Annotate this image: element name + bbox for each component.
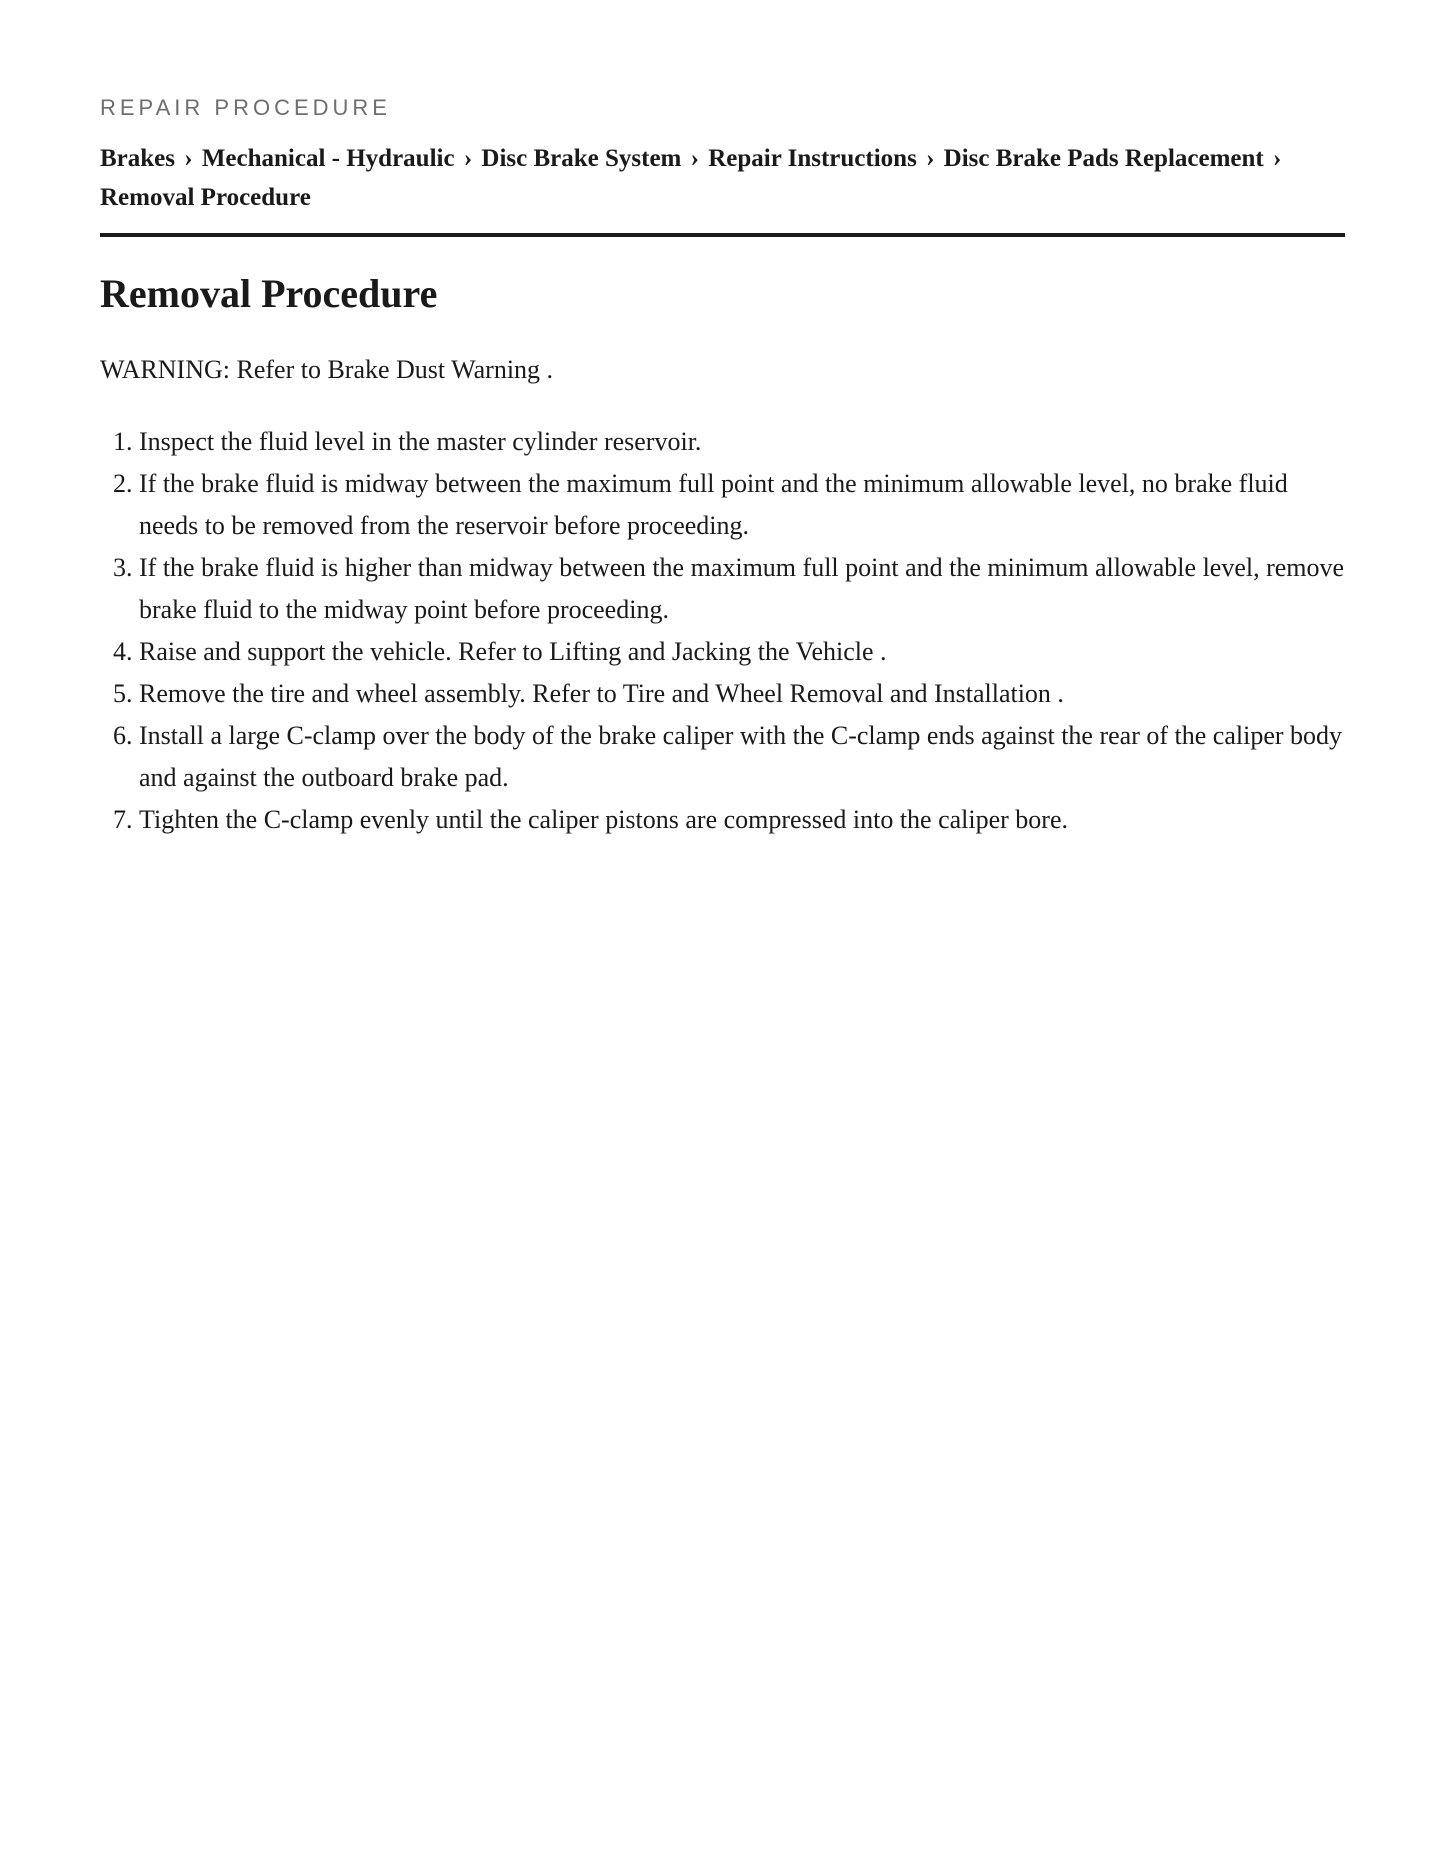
breadcrumb-item-repair-instructions[interactable]: Repair Instructions bbox=[708, 145, 917, 172]
breadcrumb-item-removal-procedure: Removal Procedure bbox=[100, 184, 311, 211]
document-page bbox=[100, 94, 1345, 841]
breadcrumb-item-disc-brake-pads-replacement[interactable]: Disc Brake Pads Replacement bbox=[943, 145, 1264, 172]
procedure-step: 5. Remove the tire and wheel assembly. Refer to Tire and Wheel Removal and Installation . bbox=[139, 673, 1345, 715]
breadcrumb bbox=[100, 139, 1345, 237]
breadcrumb-separator: › bbox=[1272, 145, 1282, 172]
procedure-step: 7. Tighten the C-clamp evenly until the caliper pistons are compressed into the caliper bore. bbox=[139, 799, 1345, 841]
procedure-step: 2. If the brake fluid is midway between the maximum full point and the minimum allowable level, no brake fluid needs to be removed from the reservoir before proceeding. bbox=[139, 463, 1345, 547]
breadcrumb-item-disc-brake-system[interactable]: Disc Brake System bbox=[481, 145, 682, 172]
breadcrumb-separator: › bbox=[463, 145, 473, 172]
breadcrumb-item-brakes[interactable]: Brakes bbox=[100, 145, 175, 172]
procedure-step: 1. Inspect the fluid level in the master cylinder reservoir. bbox=[139, 421, 1345, 463]
breadcrumb-separator: › bbox=[926, 145, 935, 172]
procedure-step: 4. Raise and support the vehicle. Refer to Lifting and Jacking the Vehicle . bbox=[139, 631, 1345, 673]
breadcrumb-separator: › bbox=[184, 145, 193, 172]
breadcrumb-separator: › bbox=[690, 145, 699, 172]
procedure-step: 3. If the brake fluid is higher than midway between the maximum full point and the minimum allowable level, remove brake fluid to the midway point before proceeding. bbox=[139, 547, 1345, 631]
page-title: Removal Procedure bbox=[100, 271, 438, 316]
procedure-steps-list bbox=[100, 421, 1345, 841]
section-eyebrow: REPAIR PROCEDURE bbox=[100, 95, 391, 120]
breadcrumb-item-mechanical-hydraulic[interactable]: Mechanical - Hydraulic bbox=[201, 145, 455, 172]
procedure-step: 6. Install a large C-clamp over the body of the brake caliper with the C-clamp ends against the rear of the caliper body and against the outboard brake pad. bbox=[139, 715, 1345, 799]
warning-text: WARNING: Refer to Brake Dust Warning . bbox=[100, 355, 554, 384]
